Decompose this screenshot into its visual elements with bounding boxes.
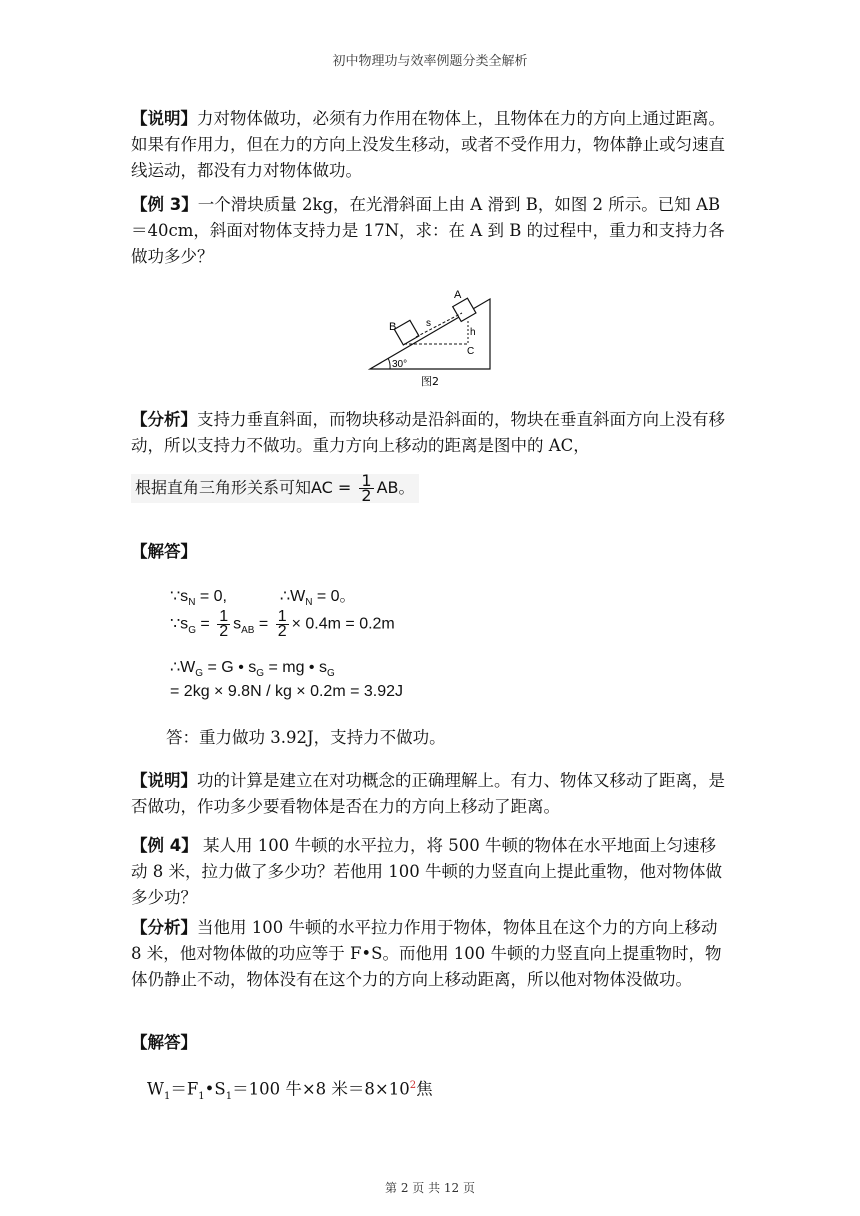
note-text: 力对物体做功，必须有力作用在物体上，且物体在力的方向上通过距离。如果有作用力，但在力的方向上没发生移动，或者不受作用力，物体静止或匀速直线运动，都没有力对物体做功。 xyxy=(131,109,725,180)
mg-times-s: = mg • s xyxy=(264,659,327,676)
analysis-tag-2: 【分析】 xyxy=(131,918,197,937)
sub-n: N xyxy=(188,597,196,609)
work-equation xyxy=(147,1073,747,1110)
example-text: 一个滑块质量 2kg，在光滑斜面上由 A 滑到 B，如图 2 所示。已知 AB＝40cm，斜面对物体支持力是 17N，求：在 A 到 B 的过程中，重力和支持力各做功多少？ xyxy=(131,195,725,266)
num-1: 1 xyxy=(219,608,229,625)
sub-n-2: N xyxy=(305,597,313,609)
analysis-paragraph-2 xyxy=(131,915,731,993)
block-a xyxy=(453,298,476,321)
label-s: s xyxy=(426,318,431,329)
label-h: h xyxy=(470,327,476,338)
unit-joule: 焦 xyxy=(416,1079,433,1099)
analysis-tag: 【分析】 xyxy=(131,410,197,429)
f-sub: 1 xyxy=(198,1090,205,1102)
fraction-2 xyxy=(276,610,289,639)
note-paragraph-1 xyxy=(131,106,731,184)
solution-line-2 xyxy=(170,610,395,639)
eq-f: ＝F xyxy=(170,1079,199,1099)
sub-g-3: G xyxy=(256,668,265,680)
example-tag-2: 【例 4】 xyxy=(131,836,198,855)
relation-suffix: AB。 xyxy=(376,478,415,497)
dot-s: •S xyxy=(204,1079,226,1099)
fraction-1 xyxy=(217,610,230,639)
analysis-text: 支持力垂直斜面，而物块移动是沿斜面的，物块在垂直斜面方向上没有移动，所以支持力不做功。重力方向上移动的距离是图中的 AC， xyxy=(131,410,725,455)
w-sub: 1 xyxy=(163,1090,171,1102)
analysis-paragraph-1 xyxy=(131,407,731,459)
angle-arc xyxy=(388,358,390,369)
since-s: ∵s xyxy=(170,588,189,605)
fraction-numerator: 1 xyxy=(361,471,372,490)
result-distance: × 0.4m = 0.2m xyxy=(291,615,395,633)
analysis-text-2: 当他用 100 牛顿的水平拉力作用于物体，物体且在这个力的方向上移动 8 米，他对物体做的功应等于 F•S。而他用 100 牛顿的力竖直向上提重物时，物体仍静止不动，物体没有在这个力的方向上移动距离，所以他对物体没做功。 xyxy=(131,918,722,989)
incline-figure xyxy=(364,285,494,391)
equals-2: = xyxy=(254,615,273,633)
sub-g-4: G xyxy=(326,668,335,680)
note-tag-2: 【说明】 xyxy=(131,771,197,790)
sub-g-2: G xyxy=(195,668,204,680)
label-c: C xyxy=(467,346,475,357)
note-paragraph-2 xyxy=(131,768,731,820)
num-2: 1 xyxy=(277,608,287,625)
eq-zero-2: = 0。 xyxy=(312,588,356,605)
label-a: A xyxy=(454,289,462,301)
solution-heading-1 xyxy=(131,539,731,565)
s-ab: s xyxy=(233,615,242,633)
half-fraction xyxy=(359,471,373,505)
note-tag: 【说明】 xyxy=(131,109,197,128)
den-1: 2 xyxy=(219,623,229,640)
example-text-2: 某人用 100 牛顿的水平拉力，将 500 牛顿的物体在水平地面上匀速移动 8 米，拉力做了多少功？若他用 100 牛顿的力竖直向上提此重物，他对物体做多少功？ xyxy=(131,836,722,907)
solution-line-4: = 2kg × 9.8N / kg × 0.2m = 3.92J xyxy=(170,683,404,700)
solution-tag: 【解答】 xyxy=(131,542,197,561)
example-tag: 【例 3】 xyxy=(131,195,198,214)
solution-line-3 xyxy=(170,657,335,679)
solution-line-1 xyxy=(170,583,356,608)
figure-caption: 图2 xyxy=(421,375,439,388)
page-header: 初中物理功与效率例题分类全解析 xyxy=(332,54,528,69)
therefore-wg: ∴W xyxy=(170,659,196,676)
since-sg: ∵s xyxy=(170,615,189,633)
angle-label: 30° xyxy=(392,359,408,370)
equals: = xyxy=(195,615,215,633)
g-times-s: = G • s xyxy=(203,659,257,676)
page-footer: 第 2 页 共 12 页 xyxy=(385,1181,475,1195)
example-4-paragraph xyxy=(131,833,731,911)
block-b xyxy=(394,320,419,345)
solution-heading-2 xyxy=(131,1030,731,1056)
distance-line xyxy=(416,313,462,337)
work-result: ＝100 牛×8 米＝8×10 xyxy=(232,1079,410,1099)
s-sub: 1 xyxy=(225,1090,233,1102)
exponent: 2 xyxy=(409,1080,417,1091)
relation-prefix: 根据直角三角形关系可知AC = xyxy=(135,478,357,497)
eq-zero: = 0, xyxy=(195,588,227,605)
label-b: B xyxy=(389,321,397,333)
fraction-denominator: 2 xyxy=(361,486,372,505)
answer-statement: 答：重力做功 3.92J，支持力不做功。 xyxy=(166,728,446,747)
right-triangle-relation xyxy=(131,471,419,505)
therefore-w: ∴W xyxy=(279,588,306,605)
w-symbol: W xyxy=(147,1079,164,1099)
example-3-paragraph xyxy=(131,192,731,270)
note-text-2: 功的计算是建立在对功概念的正确理解上。有力、物体又移动了距离，是否做功，作功多少要看物体是否在力的方向上移动了距离。 xyxy=(131,771,725,816)
solution-tag-2: 【解答】 xyxy=(131,1033,197,1052)
sub-ab: AB xyxy=(241,624,255,636)
den-2: 2 xyxy=(277,623,287,640)
sub-g: G xyxy=(188,624,196,636)
